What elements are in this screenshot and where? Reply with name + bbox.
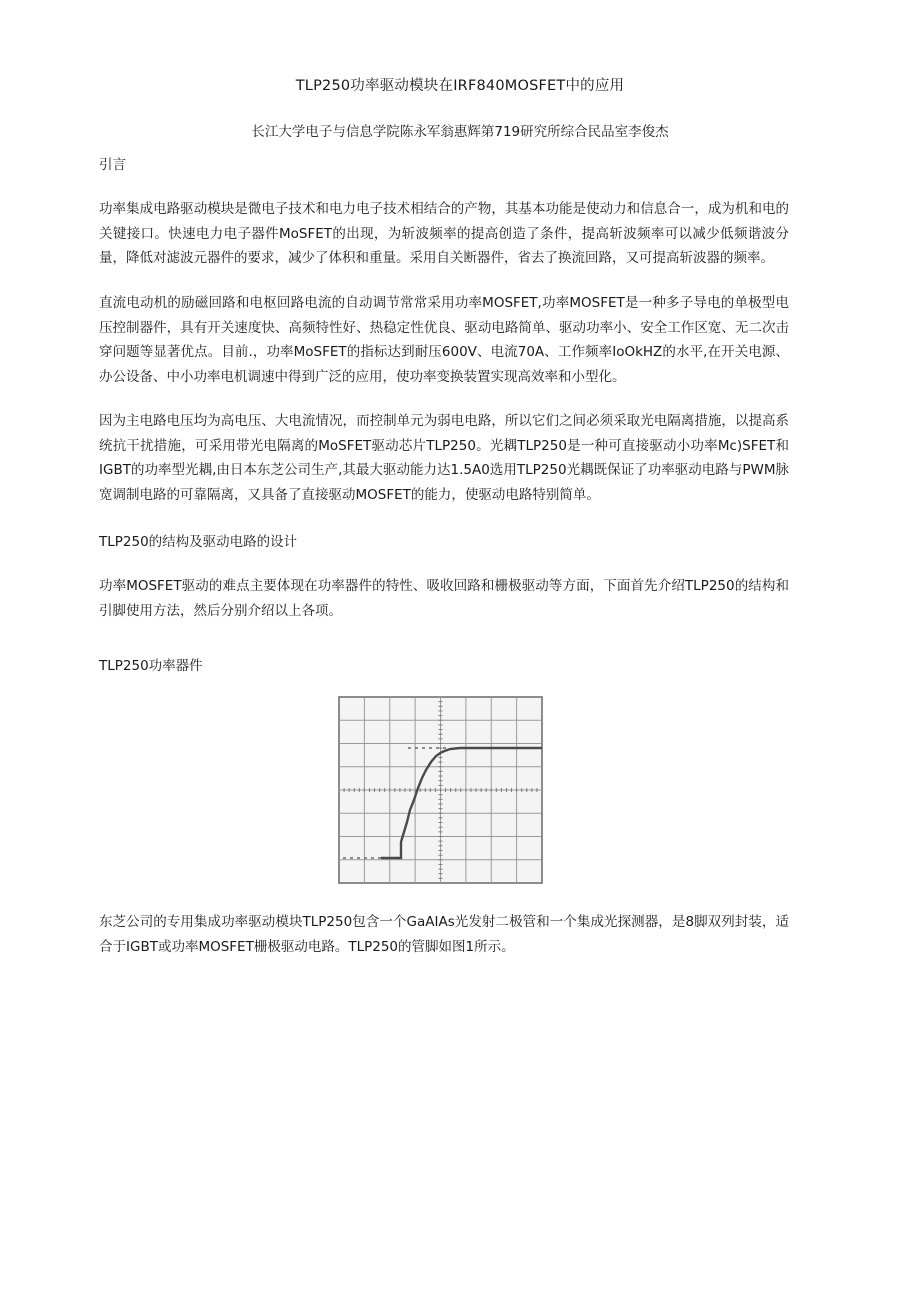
document-authors: 长江大学电子与信息学院陈永军翁惠辉第719研究所综合民品室李俊杰 <box>251 124 669 140</box>
oscilloscope-waveform <box>338 696 543 884</box>
paragraph-3: 因为主电路电压均为高电压、大电流情况，而控制单元为弱电电路，所以它们之间必须采取光电隔离措施，以提高系统抗干扰措施，可采用带光电隔离的MoSFET驱动芯片TLP250。光耦TLP250是一种可直接驱动小功率Mc)SFET和IGBT的功率型光耦,由日本东芝公司生产,其最大驱动能力达1.5A0选用TLP250光耦既保证了功率驱动电路与PWM脉宽调制电路的可靠隔离，又具备了直接驱动MOSFET的能力，使驱动电路特别简单。 <box>99 413 789 503</box>
intro-heading: 引言 <box>99 157 126 173</box>
paragraph-4: 功率MOSFET驱动的难点主要体现在功率器件的特性、吸收回路和栅极驱动等方面，下面首先介绍TLP250的结构和引脚使用方法，然后分别介绍以上各项。 <box>99 578 789 619</box>
oscilloscope-figure <box>338 696 543 884</box>
paragraph-5: 东芝公司的专用集成功率驱动模块TLP250包含一个GaAIAs光发射二极管和一个集成光探测器，是8脚双列封装，适合于IGBT或功率MOSFET栅极驱动电路。TLP250的管脚如图1所示。 <box>99 914 789 955</box>
paragraph-2: 直流电动机的励磁回路和电枢回路电流的自动调节常常采用功率MOSFET,功率MOSFET是一种多子导电的单极型电压控制器件，具有开关速度快、高频特性好、热稳定性优良、驱动电路简单、驱动功率小、安全工作区宽、无二次击穿问题等显著优点。目前.，功率MoSFET的指标达到耐压600V、电流70A、工作频率IoOkHZ的水平,在开关电源、办公设备、中小功率电机调速中得到广泛的应用，使功率变换装置实现高效率和小型化。 <box>99 295 789 385</box>
paragraph-1: 功率集成电路驱动模块是微电子技术和电力电子技术相结合的产物，其基本功能是使动力和信息合一，成为机和电的关键接口。快速电力电子器件MoSFET的出现，为斩波频率的提高创造了条件，提高斩波频率可以减少低频谐波分量，降低对滤波元器件的要求，减少了体积和重量。采用自关断器件，省去了换流回路，又可提高斩波器的频率。 <box>99 201 789 266</box>
structure-heading: TLP250的结构及驱动电路的设计 <box>99 534 298 550</box>
document-title: TLP250功率驱动模块在IRF840MOSFET中的应用 <box>295 78 625 94</box>
device-heading: TLP250功率器件 <box>99 658 203 674</box>
